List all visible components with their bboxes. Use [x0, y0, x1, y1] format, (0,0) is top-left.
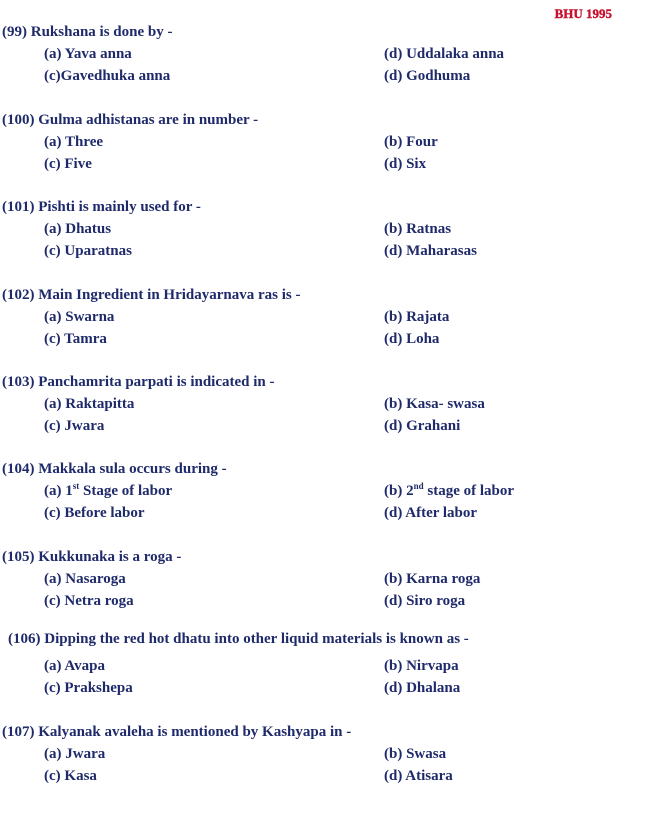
- option-d: (d) Atisara: [384, 768, 453, 784]
- option-c: (c) Prakshepa: [44, 680, 133, 696]
- option-d: (d) Six: [384, 156, 427, 172]
- option-b-prefix: (b) 2: [384, 483, 414, 499]
- question-number: (104): [2, 461, 35, 477]
- question-text: Dipping the red hot dhatu into other liquid materials is known as -: [44, 631, 469, 647]
- question-number: (107): [2, 724, 35, 740]
- question-number: (106): [8, 631, 41, 647]
- exam-header: BHU 1995: [554, 6, 612, 21]
- question-stem: [2, 24, 172, 41]
- option-c: (c) Kasa: [44, 768, 97, 784]
- option-d: (d) Loha: [384, 331, 440, 347]
- question-stem: [2, 199, 201, 216]
- option-c: (c) Uparatnas: [44, 243, 132, 259]
- option-c: (c) Five: [44, 156, 92, 172]
- question-stem: [2, 287, 301, 304]
- option-c: (c)Gavedhuka anna: [44, 68, 171, 84]
- option-c: (c) Before labor: [44, 505, 145, 521]
- option-b: (b) Karna roga: [384, 571, 481, 587]
- question-text: Kalyanak avaleha is mentioned by Kashyapa in -: [38, 724, 352, 740]
- option-a-prefix: (a) 1: [44, 483, 73, 499]
- question-text: Main Ingredient in Hridayarnava ras is -: [38, 287, 301, 303]
- question-text: Rukshana is done by -: [30, 24, 173, 40]
- option-d: (d) After labor: [384, 505, 478, 521]
- option-b: (b) Rajata: [384, 309, 450, 325]
- option-d: (d) Siro roga: [384, 593, 466, 609]
- question-number: (101): [2, 199, 35, 215]
- question-number: (103): [2, 374, 35, 390]
- question-text: Panchamrita parpati is indicated in -: [38, 374, 275, 390]
- question-stem: [8, 631, 469, 648]
- option-d: (d) Godhuma: [384, 68, 471, 84]
- option-b-suffix: stage of labor: [423, 483, 515, 499]
- question-text: Kukkunaka is a roga -: [38, 549, 182, 565]
- option-a: [44, 483, 172, 500]
- option-a: (a) Avapa: [44, 658, 105, 674]
- question-text: Pishti is mainly used for -: [38, 199, 201, 215]
- option-a: (a) Jwara: [44, 746, 106, 762]
- question-number: (100): [2, 112, 35, 128]
- question-stem: [2, 461, 227, 478]
- option-b: [384, 483, 514, 500]
- option-d: (d) Dhalana: [384, 680, 461, 696]
- option-c: (c) Tamra: [44, 331, 107, 347]
- option-a: (a) Dhatus: [44, 221, 112, 237]
- option-b-ordinal: nd: [413, 481, 424, 491]
- option-b: (b) Four: [384, 134, 438, 150]
- option-a: (a) Yava anna: [44, 46, 132, 62]
- option-d: (d) Maharasas: [384, 243, 477, 259]
- option-b: (b) Swasa: [384, 746, 447, 762]
- option-a-ordinal: st: [72, 481, 80, 491]
- question-text: Makkala sula occurs during -: [38, 461, 227, 477]
- question-stem: [2, 724, 351, 741]
- option-b: (b) Nirvapa: [384, 658, 459, 674]
- question-stem: [2, 549, 181, 566]
- option-d: (d) Grahani: [384, 418, 461, 434]
- question-number: (99): [2, 24, 27, 40]
- option-b: (b) Kasa- swasa: [384, 396, 485, 412]
- option-a: (a) Raktapitta: [44, 396, 135, 412]
- option-c: (c) Netra roga: [44, 593, 134, 609]
- option-b: (b) Ratnas: [384, 221, 452, 237]
- option-a: (a) Three: [44, 134, 104, 150]
- question-number: (105): [2, 549, 35, 565]
- question-number: (102): [2, 287, 35, 303]
- option-c: (c) Jwara: [44, 418, 105, 434]
- option-b: (d) Uddalaka anna: [384, 46, 505, 62]
- question-stem: [2, 374, 275, 391]
- option-a-suffix: Stage of labor: [79, 483, 173, 499]
- question-text: Gulma adhistanas are in number -: [38, 112, 259, 128]
- option-a: (a) Nasaroga: [44, 571, 126, 587]
- question-stem: [2, 112, 258, 129]
- option-a: (a) Swarna: [44, 309, 115, 325]
